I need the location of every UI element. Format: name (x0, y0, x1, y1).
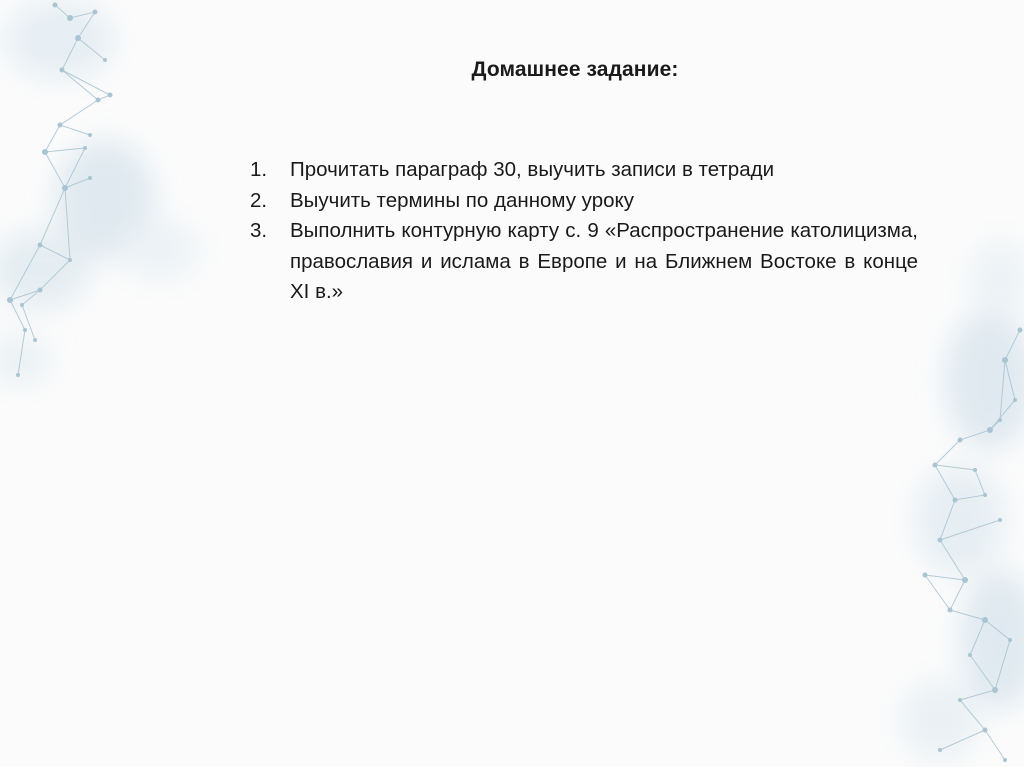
list-item-number: 1. (250, 158, 268, 181)
list-item-text: Выполнить контурную карту с. 9 «Распространение католицизма, православия и ислама в Европе и на Ближнем Востоке в конце XI в.» (290, 219, 918, 303)
list-item (250, 155, 918, 186)
right-haze (900, 240, 1024, 760)
list-item (250, 186, 918, 217)
list-item-text: Выучить термины по данному уроку (290, 188, 634, 212)
slide-title: Домашнее задание: (471, 58, 679, 81)
list-item-number: 2. (250, 188, 268, 212)
homework-list (250, 155, 918, 308)
list-item (250, 216, 918, 308)
list-item-number: 3. (250, 219, 268, 242)
list-item-text: Прочитать параграф 30, выучить записи в тетради (290, 158, 775, 181)
